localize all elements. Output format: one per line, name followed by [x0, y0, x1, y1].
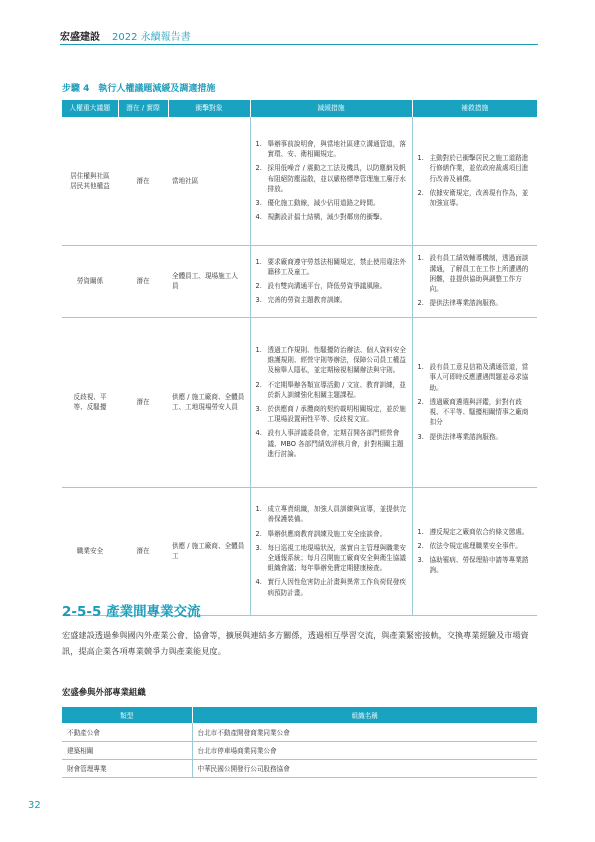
status-cell: 潛在: [118, 317, 168, 487]
org-type-cell: 不動產公會: [62, 723, 192, 741]
list-item: [256, 380, 407, 400]
list-item: [418, 432, 533, 442]
org-header-type: 類型: [62, 707, 192, 723]
list-item: [256, 295, 407, 305]
list-number: 4.: [255, 429, 262, 438]
mitigation-cell: [250, 245, 412, 317]
list-text: 實行人因性危害防止計畫與異常工作負荷促發疾病預防計畫。: [267, 578, 406, 597]
report-title: 2022 永續報告書: [112, 31, 191, 43]
table-row: [62, 759, 537, 777]
list-item: [256, 543, 407, 574]
mitigation-list: [256, 504, 407, 598]
list-item: [256, 212, 407, 222]
list-item: [256, 504, 407, 524]
list-number: 4.: [255, 578, 262, 587]
remedy-list: [418, 153, 533, 208]
target-cell: 當地社區: [168, 117, 250, 245]
list-text: 依法令規定處理職業安全事件。: [429, 541, 522, 550]
list-text: 遵反規定之廠商依合約條文懲處。: [429, 527, 529, 536]
list-number: 1.: [417, 363, 424, 372]
list-number: 2.: [417, 299, 424, 308]
mitigation-list: [256, 345, 407, 459]
list-number: 2.: [255, 164, 262, 173]
remedy-cell: [412, 117, 537, 245]
list-item: [418, 527, 533, 537]
list-number: 1.: [255, 345, 262, 354]
list-text: 不定期舉辦各類宣導活動 / 文宣、教育訓練，並於新人訓練強化相關主題課程。: [267, 380, 406, 399]
issue-cell: 居住權與社區居民其他權益: [62, 117, 118, 245]
list-text: 提供法律專業諮詢服務。: [429, 299, 503, 308]
list-number: 3.: [255, 543, 262, 552]
header-issue: 人權重大議題: [62, 100, 118, 117]
human-rights-table: [62, 100, 537, 616]
list-item: [256, 577, 407, 597]
org-header-row: [62, 707, 537, 723]
remedy-cell: [412, 245, 537, 317]
list-text: 設有員工績效輔導機制，透過面談溝通，了解員工在工作上所遭遇的困難，並提供協助與調整工作方向。: [429, 254, 529, 294]
header-mitigation: 減緩措施: [250, 100, 412, 117]
section-title: 2-5-5 產業間專業交流: [62, 604, 201, 620]
list-text: 採用低噪音 / 震動之工法及機具，以防塵網及帆布阻絕防塵溢散，並以嚴格標準管理施工廢汙水排放。: [267, 164, 406, 193]
list-text: 要求廠商遵守勞基法相關規定，禁止使用違法外籍移工及童工。: [267, 257, 406, 276]
header-divider: [60, 44, 538, 45]
list-item: [418, 153, 533, 184]
list-text: 透過工作規則、性騷擾防治辦法、個人資料安全維護規則、經營守則等辦法，保障公司員工權益及檢舉人隱私，並定期檢視相關辦法與守則。: [267, 345, 406, 375]
list-item: [256, 281, 407, 291]
remedy-list: [418, 362, 533, 442]
list-number: 3.: [417, 556, 424, 564]
list-text: 提供法律專業諮詢服務。: [429, 432, 503, 441]
list-item: [256, 529, 407, 539]
issue-cell: 職業安全: [62, 487, 118, 615]
list-item: [418, 555, 533, 575]
list-number: 3.: [255, 296, 262, 305]
list-text: 舉辦供應商教育訓練及施工安全座談會。: [267, 529, 387, 538]
list-number: 1.: [255, 505, 262, 514]
list-number: 2.: [417, 397, 424, 406]
list-number: 2.: [417, 541, 424, 550]
list-text: 設有員工意見信箱及溝通管道，當事人可即時反應遭遇問題並尋求協助。: [429, 363, 529, 392]
header-status: 潛在 / 實際: [118, 100, 168, 117]
header-target: 衝擊對象: [168, 100, 250, 117]
list-item: [418, 188, 533, 208]
list-item: [256, 163, 407, 194]
org-name-cell: 中華民國公開發行公司股務協會: [192, 759, 537, 777]
header-remedy: 補救措施: [412, 100, 537, 117]
list-item: [418, 298, 533, 308]
table-row: [62, 117, 537, 245]
org-type-cell: 財會管理專業: [62, 759, 192, 777]
section-body: 宏盛建設透過參與國內外產業公會、協會等，擴展與連結多方關係，透過相互學習交流，與產業緊密接軌，交換專業經驗及市場資訊，提高企業各項專業競爭力與產業能見度。: [62, 630, 529, 656]
list-text: 於供應商 / 承攬商的契約載明相關規定，並於施工現場設置兩性平等、反歧視文宣。: [267, 405, 406, 424]
list-text: 透過廠商遴選與評鑑，針對有歧視、不平等、騷擾相關情事之廠商扣分: [429, 397, 529, 427]
list-number: 3.: [417, 432, 424, 441]
org-header-name: 組織名稱: [192, 707, 537, 723]
org-type-cell: 建築相關: [62, 741, 192, 759]
list-number: 3.: [255, 405, 262, 413]
org-name-cell: 台北市不動產開發商業同業公會: [192, 723, 537, 741]
issue-cell: 反歧視、平等、反騷擾: [62, 317, 118, 487]
remedy-cell: [412, 487, 537, 615]
list-text: 每日巡視工地現場狀況，落實自主管理與職業安全通報系統；每月召開施工廠商安全與衛生協議組織會議；每年舉辦免費定期健康檢查。: [267, 543, 406, 573]
list-item: [418, 362, 533, 393]
table-row: [62, 487, 537, 615]
mitigation-list: [256, 257, 407, 306]
list-text: 優化施工動線，減少佔用道路之時間。: [267, 199, 380, 208]
list-number: 1.: [417, 154, 424, 163]
status-cell: 潛在: [118, 487, 168, 615]
list-number: 4.: [255, 213, 262, 222]
list-item: [256, 257, 407, 277]
list-number: 2.: [255, 282, 262, 290]
list-item: [256, 345, 407, 376]
step-title: 步驟 4 執行人權議題減緩及調適措施: [62, 84, 216, 94]
org-table-title: 宏盛參與外部專業組織: [62, 687, 146, 697]
list-number: 1.: [417, 527, 424, 536]
status-cell: 潛在: [118, 245, 168, 317]
list-item: [418, 253, 533, 294]
company-name: 宏盛建設: [60, 31, 100, 43]
target-cell: 全體員工、現場施工人員: [168, 245, 250, 317]
table-row: [62, 245, 537, 317]
list-number: 2.: [255, 380, 262, 389]
list-text: 成立專責組織，加強人員訓練與宣導，並提供完善保護裝備。: [267, 505, 406, 524]
organization-table: [62, 707, 537, 778]
page-number: 32: [28, 800, 41, 811]
target-cell: 供應 / 施工廠商、全體員工、工地現場勞安人員: [168, 317, 250, 487]
page-header: [60, 26, 540, 44]
issue-cell: 勞資關係: [62, 245, 118, 317]
org-name-cell: 台北市停車場商業同業公會: [192, 741, 537, 759]
status-cell: 潛在: [118, 117, 168, 245]
list-text: 完善的勞資主題教育訓練。: [267, 296, 347, 305]
list-text: 協助罹病、勞保理賠申請等專業諮詢。: [429, 556, 529, 575]
list-item: [418, 397, 533, 428]
table-row: [62, 741, 537, 759]
list-item: [256, 428, 407, 459]
list-text: 設有人事評議委員會，定期召開各部門經營會議、MBO 各部門績效評核月會，針對相關主題進行討論。: [267, 429, 404, 458]
mitigation-list: [256, 139, 407, 223]
list-number: 1.: [255, 257, 262, 266]
list-item: [418, 541, 533, 551]
list-text: 主動對於已衝擊居民之施工道路進行修繕作業，並依政府裁處項目進行改善及補償。: [429, 154, 529, 183]
mitigation-cell: [250, 487, 412, 615]
list-text: 規劃設計擋土結構，減少對鄰房的衝擊。: [267, 213, 387, 222]
remedy-list: [418, 253, 533, 308]
table-row: [62, 723, 537, 741]
list-text: 依據安衛規定，改善現有作為，並加強宣導。: [429, 188, 529, 208]
mitigation-cell: [250, 117, 412, 245]
list-number: 2.: [255, 529, 262, 538]
mitigation-cell: [250, 317, 412, 487]
list-number: 1.: [255, 139, 262, 148]
list-item: [256, 139, 407, 159]
list-number: 2.: [417, 188, 424, 197]
list-number: 3.: [255, 199, 262, 208]
list-item: [256, 404, 407, 424]
remedy-cell: [412, 317, 537, 487]
table-header-row: [62, 100, 537, 117]
target-cell: 供應 / 施工廠商、全體員工: [168, 487, 250, 615]
list-item: [256, 198, 407, 208]
table-row: [62, 317, 537, 487]
remedy-list: [418, 527, 533, 576]
list-text: 設有雙向溝通平台，降低勞資爭議風險。: [267, 282, 387, 290]
list-text: 舉辦事前說明會，與當地社區建立溝通管道，落實環、安、衛相關規定。: [267, 139, 406, 159]
list-number: 1.: [417, 254, 424, 263]
